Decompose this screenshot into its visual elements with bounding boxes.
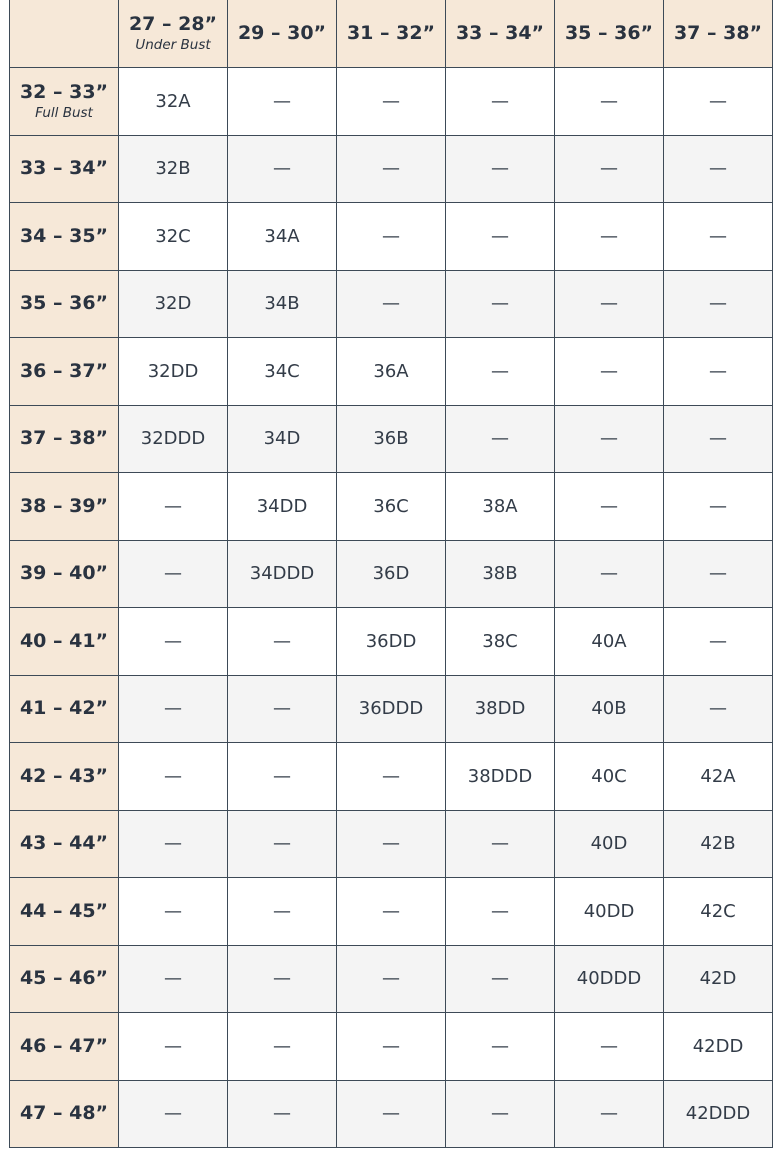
row-header-full-bust [10,1080,119,1148]
column-header-under-bust-5 [664,0,773,68]
row-header-label: 33 – 34” [19,157,109,180]
table-row [10,338,773,406]
size-cell: — [337,1080,446,1148]
size-cell: — [446,1013,555,1081]
size-cell: — [228,1013,337,1081]
size-cell: — [228,1080,337,1148]
size-cell: 34DDD [228,540,337,608]
row-header-full-bust [10,203,119,271]
column-header-under-bust-1 [228,0,337,68]
size-cell: — [446,338,555,406]
row-header-label: 44 – 45” [19,899,109,922]
row-header-full-bust [10,338,119,406]
size-cell: — [664,405,773,473]
size-cell: 36C [337,473,446,541]
size-cell: — [446,810,555,878]
column-header-label: 37 – 38” [673,21,763,44]
size-cell: 36B [337,405,446,473]
table-row [10,68,773,136]
row-header-full-bust [10,473,119,541]
column-header-label: 33 – 34” [455,21,545,44]
size-cell: 42D [664,945,773,1013]
size-cell: — [228,68,337,136]
column-header-label: 31 – 32” [346,21,436,44]
size-cell: — [119,878,228,946]
table-row [10,203,773,271]
column-header-under-bust-2 [337,0,446,68]
column-header-label: 27 – 28” [128,12,218,35]
size-cell: — [664,135,773,203]
size-cell: — [446,945,555,1013]
size-cell: — [555,540,664,608]
column-header-label: 35 – 36” [564,21,654,44]
size-cell: — [337,878,446,946]
row-header-label: 46 – 47” [19,1034,109,1057]
row-header-full-bust [10,945,119,1013]
size-cell: 36D [337,540,446,608]
size-cell: 34D [228,405,337,473]
row-header-full-bust [10,1013,119,1081]
size-cell: 40A [555,608,664,676]
size-cell: 32DDD [119,405,228,473]
size-cell: 32B [119,135,228,203]
row-header-full-bust [10,405,119,473]
row-header-label: 43 – 44” [19,832,109,855]
size-chart-body [10,68,773,1148]
size-cell: — [555,270,664,338]
size-cell: 42B [664,810,773,878]
size-cell: — [119,945,228,1013]
size-cell: 38DD [446,675,555,743]
size-cell: — [337,270,446,338]
size-cell: — [337,68,446,136]
size-cell: — [664,203,773,271]
row-header-label: 47 – 48” [19,1102,109,1125]
size-cell: — [555,203,664,271]
column-header-under-bust-4 [555,0,664,68]
size-cell: 34B [228,270,337,338]
size-cell: — [555,405,664,473]
size-cell: — [337,743,446,811]
column-header-under-bust-0 [119,0,228,68]
size-cell: — [664,675,773,743]
size-cell: 34C [228,338,337,406]
size-cell: 34A [228,203,337,271]
table-row [10,540,773,608]
size-cell: — [119,675,228,743]
size-cell: — [446,135,555,203]
size-cell: 32D [119,270,228,338]
size-cell: — [664,270,773,338]
row-header-full-bust [10,810,119,878]
size-cell: — [446,68,555,136]
size-cell: 32C [119,203,228,271]
row-header-label: 32 – 33” [19,80,109,103]
size-cell: 36DDD [337,675,446,743]
table-row [10,135,773,203]
size-cell: — [555,1080,664,1148]
size-cell: 40D [555,810,664,878]
size-cell: — [664,608,773,676]
column-header-under-bust-3 [446,0,555,68]
size-cell: — [664,338,773,406]
row-header-label: 41 – 42” [19,697,109,720]
size-cell: — [228,743,337,811]
size-cell: 32A [119,68,228,136]
size-cell: — [337,203,446,271]
size-cell: — [446,1080,555,1148]
size-cell: — [119,473,228,541]
size-cell: 32DD [119,338,228,406]
corner-cell [10,0,119,68]
table-row [10,1080,773,1148]
size-cell: 38B [446,540,555,608]
size-cell: 34DD [228,473,337,541]
size-cell: — [228,675,337,743]
row-header-label: 35 – 36” [19,292,109,315]
size-cell: 38DDD [446,743,555,811]
size-cell: — [555,473,664,541]
size-cell: — [119,608,228,676]
row-header-label: 37 – 38” [19,427,109,450]
size-cell: 40B [555,675,664,743]
size-cell: — [119,810,228,878]
size-cell: — [228,945,337,1013]
column-header-row [10,0,773,68]
size-cell: — [446,270,555,338]
size-cell: — [228,608,337,676]
size-cell: — [228,810,337,878]
row-header-full-bust [10,68,119,136]
size-cell: — [119,1080,228,1148]
table-row [10,810,773,878]
size-cell: — [446,405,555,473]
row-header-full-bust [10,540,119,608]
bra-size-chart-table [9,0,773,1148]
size-cell: 40C [555,743,664,811]
size-cell: — [664,473,773,541]
row-header-label: 36 – 37” [19,359,109,382]
row-header-label: 42 – 43” [19,764,109,787]
size-cell: — [664,540,773,608]
table-row [10,270,773,338]
size-cell: 38C [446,608,555,676]
size-cell: — [228,135,337,203]
size-cell: — [446,878,555,946]
table-row [10,473,773,541]
size-cell: 42DD [664,1013,773,1081]
column-header-label: 29 – 30” [237,21,327,44]
size-cell: — [228,878,337,946]
size-cell: — [555,338,664,406]
row-header-label: 40 – 41” [19,629,109,652]
size-cell: 36DD [337,608,446,676]
size-cell: 38A [446,473,555,541]
row-header-full-bust [10,135,119,203]
row-header-label: 45 – 46” [19,967,109,990]
size-cell: — [119,540,228,608]
size-cell: 40DD [555,878,664,946]
size-cell: 42A [664,743,773,811]
size-cell: — [337,810,446,878]
table-row [10,1013,773,1081]
row-header-full-bust [10,608,119,676]
size-cell: — [555,68,664,136]
row-header-label: 39 – 40” [19,562,109,585]
size-cell: 42DDD [664,1080,773,1148]
table-row [10,945,773,1013]
row-header-full-bust [10,743,119,811]
size-cell: — [337,135,446,203]
size-cell: — [119,743,228,811]
size-cell: 42C [664,878,773,946]
table-row [10,608,773,676]
table-row [10,675,773,743]
size-cell: — [119,1013,228,1081]
size-cell: — [664,68,773,136]
row-header-full-bust [10,675,119,743]
row-header-label: 38 – 39” [19,494,109,517]
row-header-full-bust [10,878,119,946]
row-header-full-bust [10,270,119,338]
row-header-label: 34 – 35” [19,224,109,247]
table-row [10,878,773,946]
table-row [10,405,773,473]
size-cell: — [337,1013,446,1081]
row-header-sub: Full Bust [35,104,93,121]
size-cell: 40DDD [555,945,664,1013]
column-header-sub: Under Bust [135,36,211,53]
size-cell: — [446,203,555,271]
table-row [10,743,773,811]
size-cell: — [337,945,446,1013]
size-cell: — [555,135,664,203]
size-cell: — [555,1013,664,1081]
size-cell: 36A [337,338,446,406]
